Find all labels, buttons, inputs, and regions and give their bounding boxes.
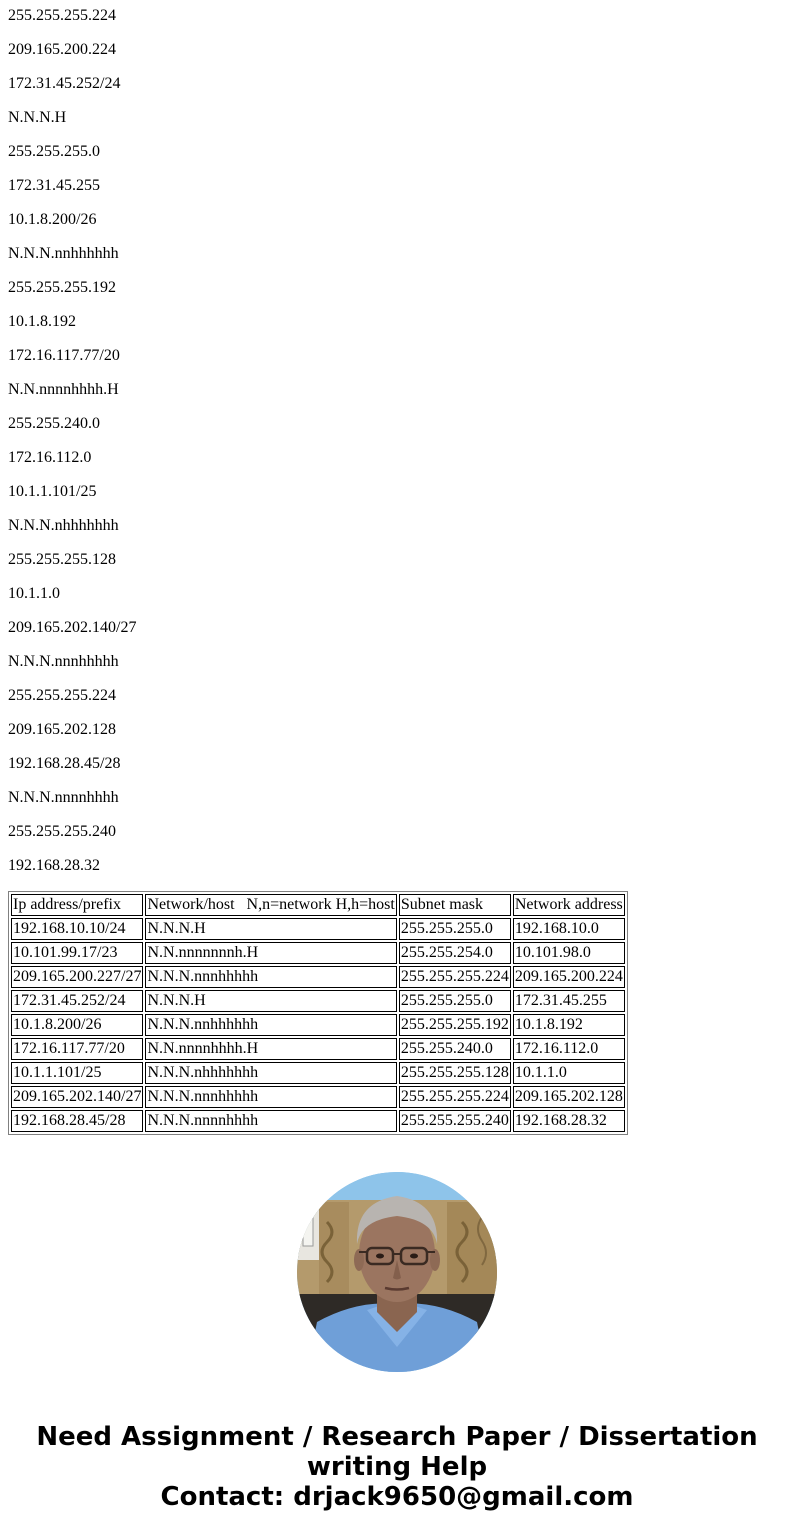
text-line: 172.16.112.0: [8, 449, 92, 466]
promo-line-2: writing Help: [306, 1452, 488, 1482]
cell-network-address: 209.165.202.128: [513, 1086, 625, 1108]
text-line: N.N.N.H: [8, 109, 67, 126]
table-row: [11, 1110, 625, 1132]
cell-ip-prefix: 10.1.1.101/25: [11, 1062, 143, 1084]
cell-network-address: 10.101.98.0: [513, 942, 625, 964]
cell-network-address: 192.168.10.0: [513, 918, 625, 940]
text-line: 209.165.200.224: [8, 41, 116, 58]
promo-line-1: Need Assignment / Research Paper / Dissertation: [36, 1422, 758, 1452]
table-row: [11, 966, 625, 988]
text-line: 255.255.255.224: [8, 687, 116, 704]
table-row: [11, 1038, 625, 1060]
table-row: [11, 1014, 625, 1036]
table-header-row: [11, 894, 625, 916]
text-line: N.N.N.nnhhhhhh: [8, 245, 119, 262]
text-line: 209.165.202.128: [8, 721, 116, 738]
text-line: N.N.N.nhhhhhhh: [8, 517, 119, 534]
header-subnet-mask: Subnet mask: [399, 894, 511, 916]
cell-ip-prefix: 209.165.202.140/27: [11, 1086, 143, 1108]
table-row: [11, 1062, 625, 1084]
cell-network-address: 10.1.1.0: [513, 1062, 625, 1084]
cell-network-host: N.N.nnnnhhhh.H: [145, 1038, 396, 1060]
cell-network-host: N.N.N.nnnhhhhh: [145, 1086, 396, 1108]
cell-network-host: N.N.N.nnnnhhhh: [145, 1110, 396, 1132]
text-line: 209.165.202.140/27: [8, 619, 137, 636]
text-line: 192.168.28.45/28: [8, 755, 121, 772]
cell-network-host: N.N.N.H: [145, 918, 396, 940]
cell-network-host: N.N.N.H: [145, 990, 396, 1012]
promo-contact-line: Contact: drjack9650@gmail.com: [160, 1482, 634, 1512]
cell-network-address: 172.31.45.255: [513, 990, 625, 1012]
table-row: [11, 1086, 625, 1108]
text-line: 10.1.1.101/25: [8, 483, 97, 500]
cell-subnet-mask: 255.255.255.0: [399, 990, 511, 1012]
author-photo-icon: [297, 1172, 497, 1372]
cell-subnet-mask: 255.255.255.128: [399, 1062, 511, 1084]
cell-network-address: 209.165.200.224: [513, 966, 625, 988]
cell-ip-prefix: 172.31.45.252/24: [11, 990, 143, 1012]
text-line: 10.1.8.192: [8, 313, 76, 330]
text-line: 255.255.255.0: [8, 143, 100, 160]
cell-subnet-mask: 255.255.255.240: [399, 1110, 511, 1132]
text-line: 255.255.255.224: [8, 7, 116, 24]
text-line: 10.1.1.0: [8, 585, 60, 602]
header-ip-prefix: Ip address/prefix: [11, 894, 143, 916]
cell-subnet-mask: 255.255.255.224: [399, 966, 511, 988]
answer-lines: [8, 0, 786, 884]
cell-ip-prefix: 192.168.10.10/24: [11, 918, 143, 940]
text-line: 255.255.240.0: [8, 415, 100, 432]
cell-network-host: N.N.nnnnnnnh.H: [145, 942, 396, 964]
text-line: 255.255.255.192: [8, 279, 116, 296]
text-line: N.N.nnnnhhhh.H: [8, 381, 119, 398]
header-network-address: Network address: [513, 894, 625, 916]
cell-network-host: N.N.N.nnnhhhhh: [145, 966, 396, 988]
avatar: [297, 1172, 497, 1372]
text-line: N.N.N.nnnhhhhh: [8, 653, 119, 670]
text-line: 192.168.28.32: [8, 857, 100, 874]
table-row: [11, 990, 625, 1012]
cell-network-address: 10.1.8.192: [513, 1014, 625, 1036]
cell-subnet-mask: 255.255.254.0: [399, 942, 511, 964]
cell-network-host: N.N.N.nnhhhhhh: [145, 1014, 396, 1036]
text-line: 172.31.45.252/24: [8, 75, 121, 92]
subnet-table: [8, 891, 628, 1135]
cell-network-host: N.N.N.nhhhhhhh: [145, 1062, 396, 1084]
table-row: [11, 942, 625, 964]
cell-ip-prefix: 10.1.8.200/26: [11, 1014, 143, 1036]
cell-network-address: 172.16.112.0: [513, 1038, 625, 1060]
text-line: 172.31.45.255: [8, 177, 100, 194]
promo-banner: [0, 1422, 794, 1512]
avatar-container: [0, 1172, 794, 1372]
table-row: [11, 918, 625, 940]
cell-network-address: 192.168.28.32: [513, 1110, 625, 1132]
cell-subnet-mask: 255.255.240.0: [399, 1038, 511, 1060]
cell-ip-prefix: 209.165.200.227/27: [11, 966, 143, 988]
text-line: 172.16.117.77/20: [8, 347, 120, 364]
cell-ip-prefix: 192.168.28.45/28: [11, 1110, 143, 1132]
cell-subnet-mask: 255.255.255.192: [399, 1014, 511, 1036]
text-line: 255.255.255.240: [8, 823, 116, 840]
cell-subnet-mask: 255.255.255.224: [399, 1086, 511, 1108]
text-line: 10.1.8.200/26: [8, 211, 97, 228]
text-line: N.N.N.nnnnhhhh: [8, 789, 119, 806]
text-line: 255.255.255.128: [8, 551, 116, 568]
cell-subnet-mask: 255.255.255.0: [399, 918, 511, 940]
header-network-host: Network/host N,n=network H,h=host: [145, 894, 396, 916]
cell-ip-prefix: 172.16.117.77/20: [11, 1038, 143, 1060]
cell-ip-prefix: 10.101.99.17/23: [11, 942, 143, 964]
